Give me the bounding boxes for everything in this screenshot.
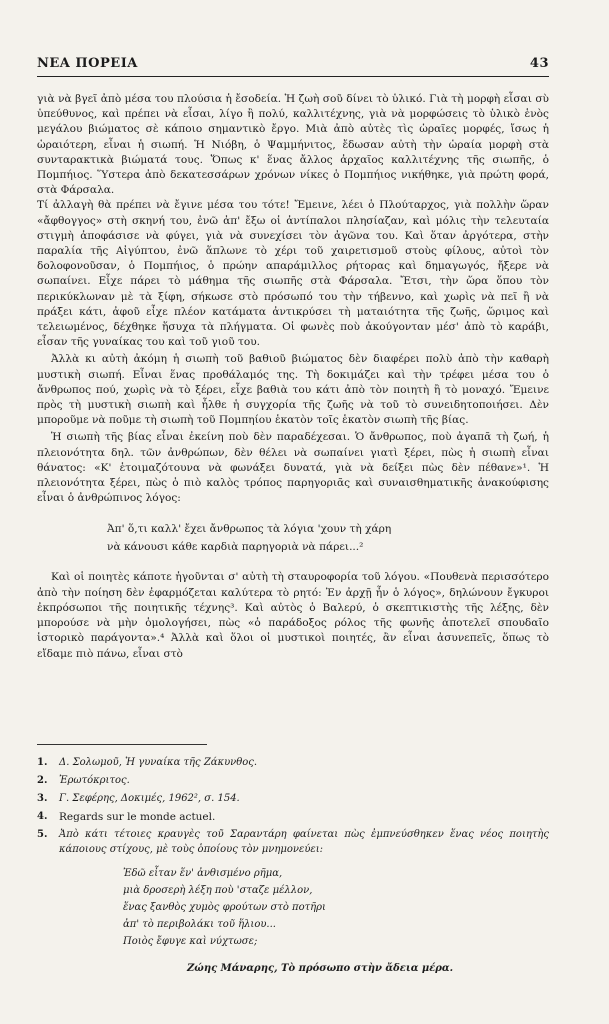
verse-quote [107,520,549,556]
article-body [37,92,549,662]
footnote-number: 1. [37,757,48,768]
footnote [37,828,549,857]
footnote-number: 5. [37,829,48,840]
footnote-rule [37,744,207,745]
poem-attribution: Ζώης Μάναρης, Τὸ πρόσωπο στὴν ἄδεια μέρα. [187,963,454,974]
poem-line: μιὰ δροσερὴ λέξη ποὺ 'σταζε μέλλον, [123,885,313,896]
header-rule [37,76,549,77]
paragraph: Ἀλλὰ κι αὐτὴ ἀκόμη ἡ σιωπὴ τοῦ βαθιοῦ βιώματος δὲν διαφέρει πολὺ ἀπὸ τὴν καθαρὴ μυστικὴ σιωπή. Εἶναι ἕνας προθάλαμός της. Τὴ δοκιμάζει καὶ τὴν τρέφει μέσα του ὁ ἄνθρωπος πού, χωρὶς νὰ τὸ ξέρει, εἶχε βαθιὰ του κάτι ἀπὸ τὸν ποιητὴ ἢ τὸ μοναχό. Ἔμεινε πρὸς τὴ μυστικὴ σιωπὴ καὶ ἦλθε ἡ συγχορία τῆς ζωῆς νὰ τοῦ τὸ συνειδητοποιήσει. Δὲν μποροῦμε νὰ ποῦμε τὴ σιωπὴ τοῦ Πομπηίου ἑκατὸν τοῖς ἑκατὸν σιωπὴ τῆς βίας. [37,353,549,427]
journal-title: ΝΕΑ ΠΟΡΕΙΑ [37,56,138,71]
quote-line: νὰ κάνουσι κάθε καρδιὰ παρηγοριὰ νὰ πάρει...² [107,541,364,554]
footnotes [37,756,549,977]
poem-line: ἕνας ξανθὸς χυμὸς φρούτων στὸ ποτῆρι [123,902,326,913]
footnote [37,774,549,789]
footnote-number: 3. [37,793,48,804]
paragraph: γιὰ νὰ βγεῖ ἀπὸ μέσα του πλούσια ἡ ἔσοδεία. Ἡ ζωὴ σοῦ δίνει τὸ ὑλικό. Γιὰ τὴ μορφὴ εἶσαι σὺ ὑπεύθυνος, καὶ πρέπει νὰ εἶσαι, λίγο ἢ πολύ, καλλιτέχνης, γιὰ νὰ μορφώσεις τὸ ὑλικὸ ἑνὸς μεγάλου βιώματος σὲ κάποιο σημαντικὸ ἔργο. Μιὰ ἀπὸ αὐτὲς τὶς ὡραῖες μορφές, ἴσως ἡ ὡραιότερη, εἶναι ἡ σιωπή. Ἡ Νιόβη, ὁ Ψαμμήνιτος, ἔδωσαν αὐτὴ τὴν ὡραία μορφὴ στὰ συνταρακτικὰ βιώματά τους. Ὅπως κ' ἕνας ἄλλος ἀρχαῖος καλλιτέχνης τῆς σιωπῆς, ὁ Πομπήιος. Ὕστερα ἀπὸ δεκατεσσάρων χρόνων νίκες ὁ Πομπήιος νικήθηκε, γιὰ πρώτη φορά, στὰ Φάρσαλα. [37,93,549,197]
footnote-text: Δ. Σολωμοῦ, Ἡ γυναίκα τῆς Ζάκυνθος. [59,757,258,768]
running-head [37,56,549,71]
footnote-number: 2. [37,775,48,786]
quote-line: Ἀπ' ὅ,τι καλλ' ἔχει ἄνθρωπος τὰ λόγια 'χουν τὴ χάρη [107,523,392,536]
poem-line: Ποιὸς ἔφυγε καὶ νύχτωσε; [123,936,258,947]
footnote [37,756,549,771]
paragraph: Καὶ οἱ ποιητὲς κάποτε ἡγοῦνται σ' αὐτὴ τὴ σταυροφορία τοῦ λόγου. «Πουθενὰ περισσότερο ἀπὸ τὴν ποίηση δὲν ἐφαρμόζεται καλύτερα τὸ ρητό: Ἐν ἀρχῇ ἦν ὁ λόγος», δηλώνουν ἔγκυροι ἐκπρόσωποι τῆς ποιητικῆς τέχνης³. Καὶ αὐτὸς ὁ Βαλερύ, ὁ σκεπτικιστὴς τῆς λέξης, δὲν μπορούσε νὰ μὴν ὁμολογήσει, πὼς «ὁ παράδοξος ρόλος τῆς φωνῆς ἀποτελεῖ σπουδαῖο ἱστορικὸ παράγοντα».⁴ Ἀλλὰ καὶ ὅλοι οἱ μυστικοὶ ποιητές, ἂν εἶναι ἀσυνεπεῖς, ὅπως τὸ εἴδαμε πιὸ πάνω, εἶναι στὸ [37,571,549,660]
footnote-text: Regards sur le monde actuel. [59,811,216,823]
footnote-text: Γ. Σεφέρης, Δοκιμές, 1962², σ. 154. [59,793,240,804]
paragraph: Ἡ σιωπὴ τῆς βίας εἶναι ἐκείνη ποὺ δὲν παραδέχεσαι. Ὁ ἄνθρωπος, ποὺ ἀγαπᾶ τὴ ζωή, ἡ πλειονότητα δηλ. τῶν ἀνθρώπων, δὲν θέλει νὰ σωπαίνει γιατὶ ξέρει, πὼς ἡ σιωπὴ εἶναι θάνατος: «Κ' ἑτοιμαζότουνα νὰ φωνάξει δυνατά, γιὰ νὰ δείξει πὼς δὲν πέθανε»¹. Ἡ πλειονότητα ξέρει, πὼς ὁ πιὸ καλὸς τρόπος παρηγοριᾶς καὶ συναισθηματικῆς ἀνακούφισης εἶναι ὁ ἀνθρώπινος λόγος: [37,431,549,505]
poem-line: Ἐδῶ εἶταν ἕν' ἀνθισμένο ρῆμα, [123,868,283,879]
page-number: 43 [529,56,549,71]
paragraph: Τί ἀλλαγὴ θὰ πρέπει νὰ ἔγινε μέσα του τότε! Ἔμεινε, λέει ὁ Πλούταρχος, γιὰ πολλὴν ὥραν «ἄφθογγος» στὴ σκηνή του, ἐνῶ ἀπ' ἔξω οἱ ἀντίπαλοι πλησίαζαν, καὶ μόλις τὴν τελευταία στιγμὴ ἀποφάσισε νὰ φύγει, γιὰ νὰ συνεχίσει τὸν ἀγῶνα του. Καὶ ὅταν ἀργότερα, στὴν παραλία τῆς Αἰγύπτου, ἐνῶ ἅπλωνε τὸ χέρι τοῦ χαιρετισμοῦ στοὺς φίλους, αὐτοὶ τὸν δολοφονοῦσαν, ὁ Πομπήιος, ὁ πρώην απαράμιλλος ρήτορας καὶ δημαγωγός, ἤξερε νὰ σωπαίνει. Εἶχε πάρει τὸ μάθημα τῆς σιωπῆς στὰ Φάρσαλα. Ἔτσι, τὴν ὥρα ὅπου τὸν περικύκλωναν μὲ τὰ ξίφη, σήκωσε στὸ πρόσωπό του τὴν τήβεννο, καὶ χωρὶς νὰ πεῖ ἢ νὰ πράξει κάτι, ἀφοῦ εἶχε πλέον κατάματα ἀντικρύσει τὴ ματαιότητα τῆς ζωῆς, ὥριμος καὶ τελειωμένος, δέχθηκε ἥσυχα τὰ πλήγματα. Οἱ φωνὲς ποὺ ἀκούγονταν μέσ' ἀπὸ τὸ καράβι, εἶσαν τῆς γυναίκας του καὶ τοῦ γιοῦ του. [37,199,549,349]
footnote [37,810,549,825]
cited-poem [123,865,549,950]
footnote-number: 4. [37,811,48,822]
footnote-text: Ἀπὸ κάτι τέτοιες κραυγὲς τοῦ Σαραντάρη φαίνεται πὼς ἐμπνεύσθηκεν ἕνας νέος ποιητὴς κάποιους στίχους, μὲ τοὺς ὁποίους τὸν μνημονεύει: [59,829,549,855]
poem-line: ἀπ' τὸ περιβολάκι τοῦ ἥλιου... [123,919,276,930]
footnote [37,792,549,807]
footnote-text: Ἐρωτόκριτος. [59,775,130,786]
